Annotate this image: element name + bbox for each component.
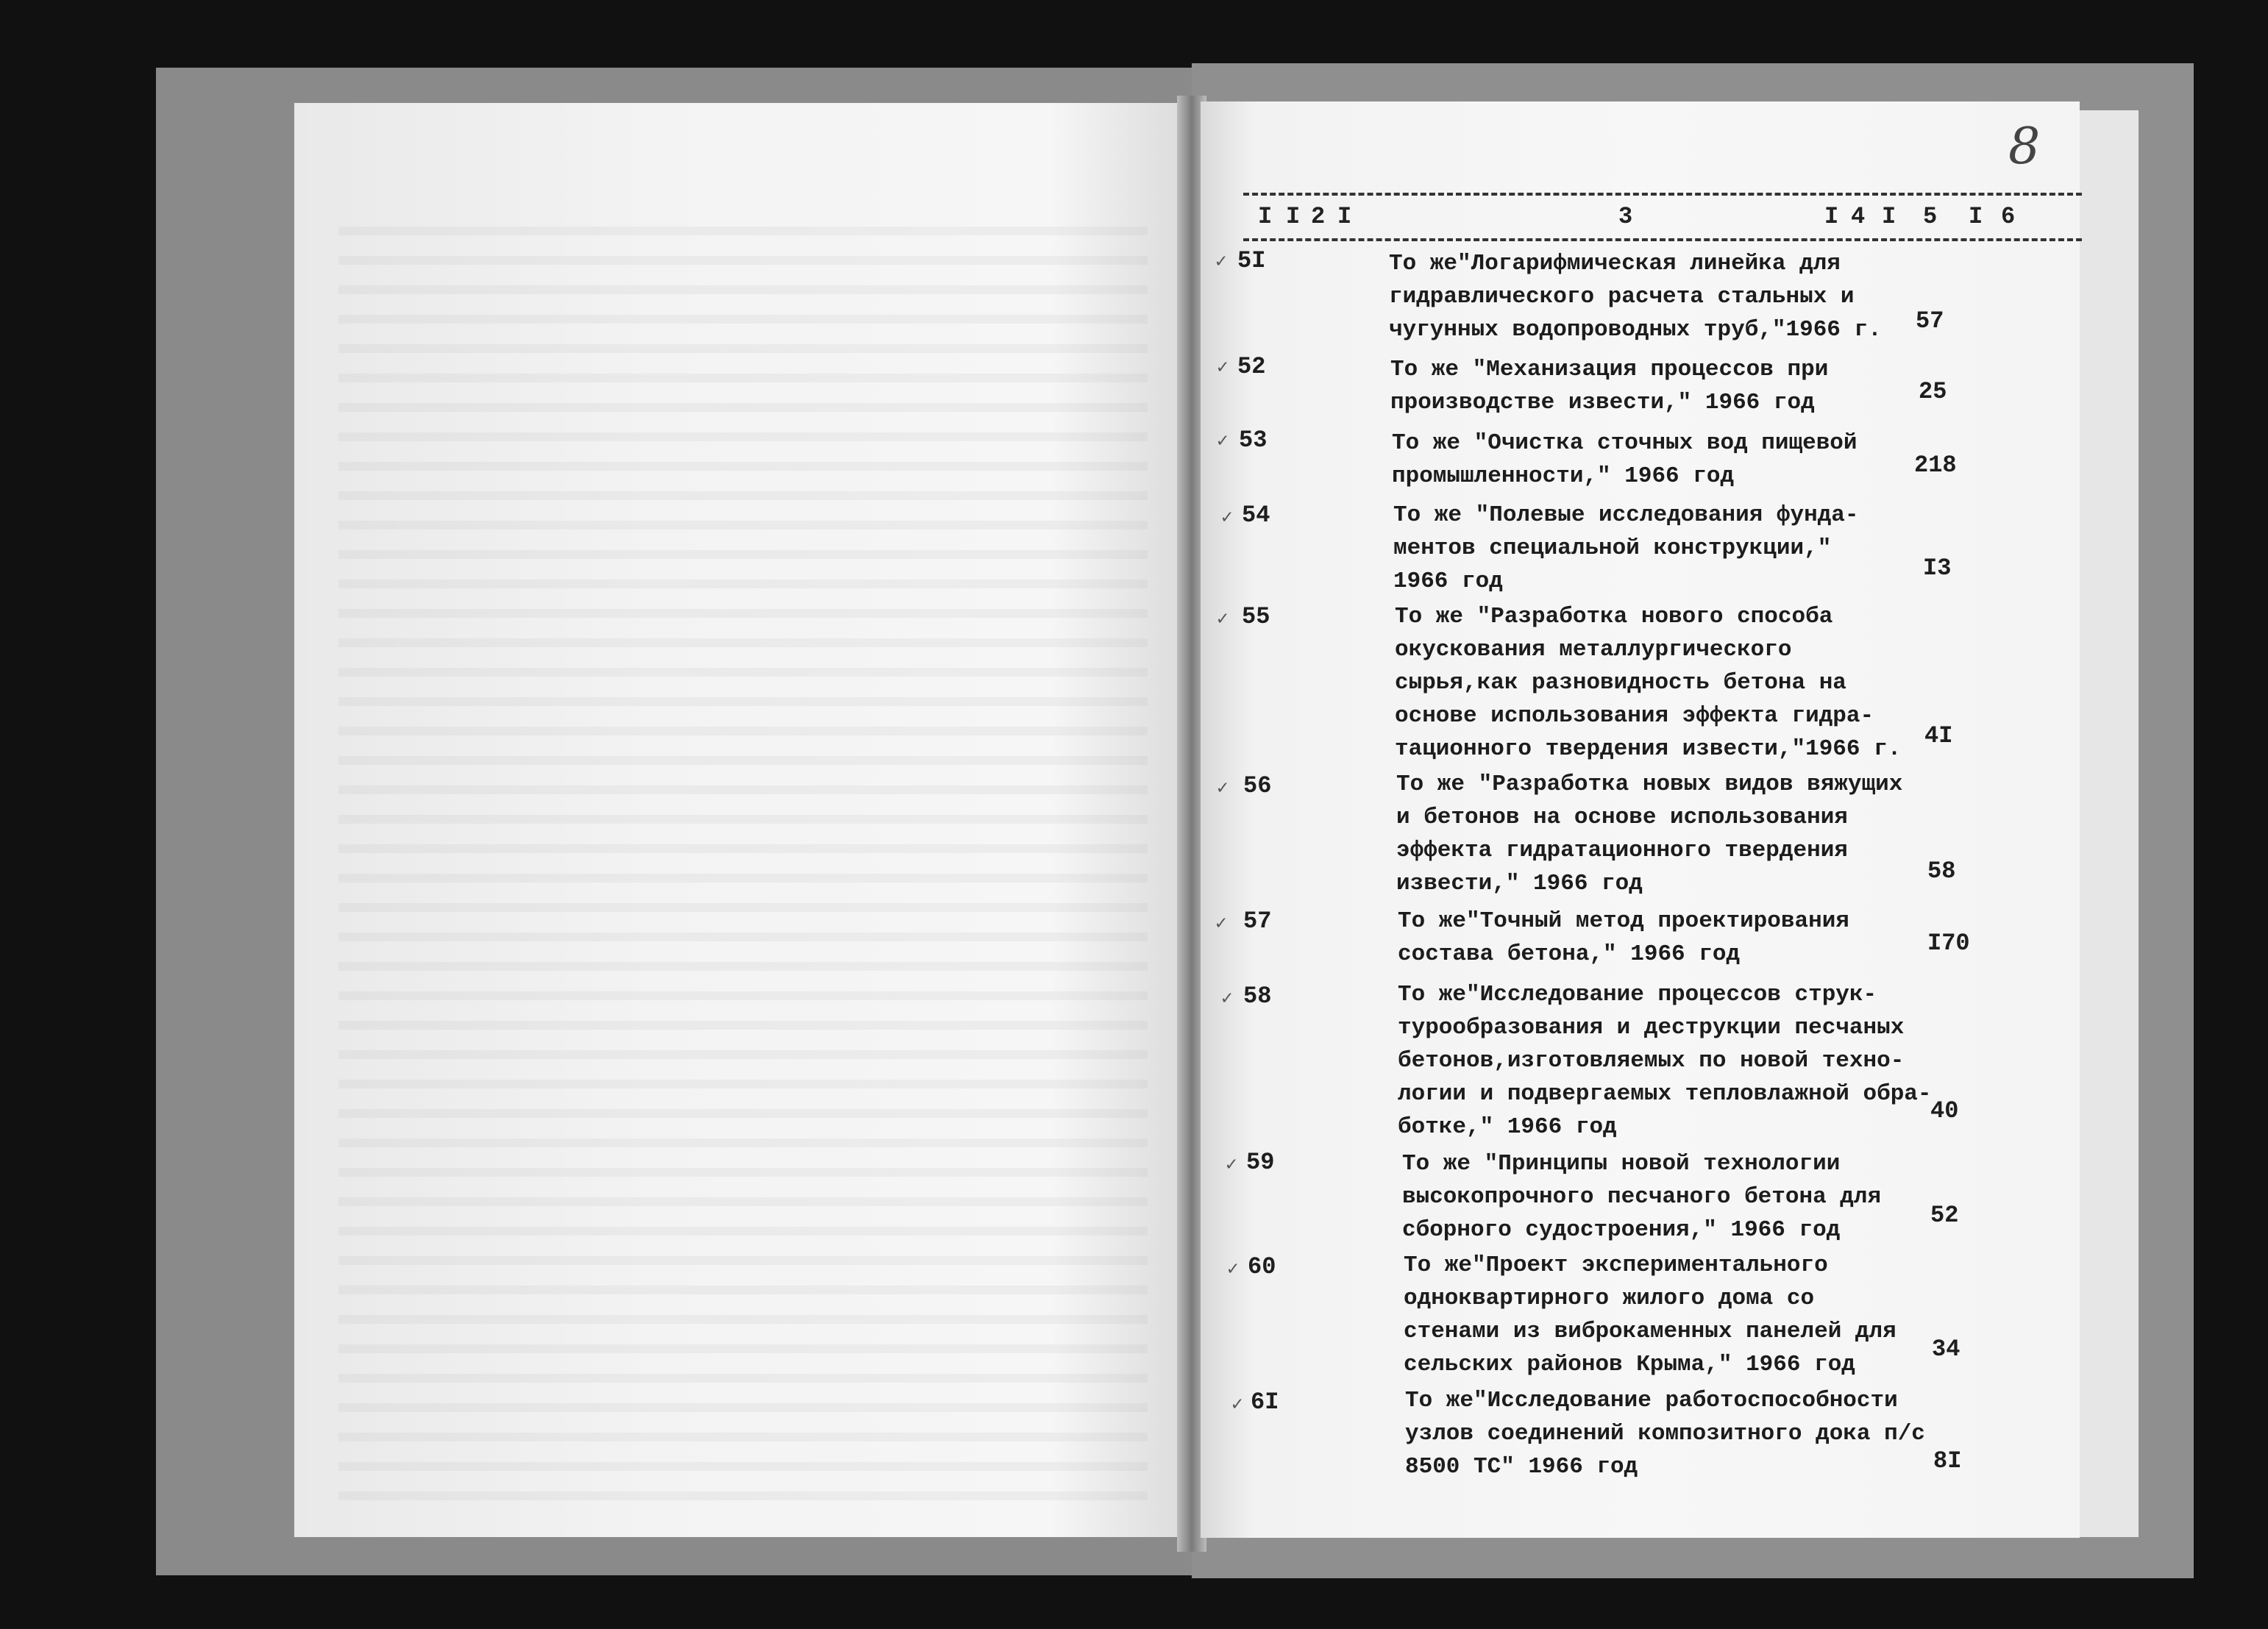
page-count: 34 xyxy=(1932,1336,1960,1363)
item-title: То же"Точный метод проектирования состава бетона," 1966 год xyxy=(1398,908,1849,967)
item-title: То же "Разработка нового способа окускования металлургического сырья,как разновидность бетона на основе использования эффекта гидра- тационного твердения извести,"1966 г. xyxy=(1395,604,1902,762)
item-number: 53 xyxy=(1239,427,1268,454)
page-count: 4I xyxy=(1924,722,1953,749)
column-header: I xyxy=(1337,203,1352,230)
page-count: 58 xyxy=(1927,858,1956,885)
checkmark-icon: ✓ xyxy=(1217,777,1229,799)
folio-number: 8 xyxy=(2008,118,2041,176)
column-header: I xyxy=(1258,203,1273,230)
checkmark-icon: ✓ xyxy=(1217,608,1229,630)
item-number: 59 xyxy=(1246,1149,1275,1176)
item-title: То же"Проект экспериментального одноквартирного жилого дома со стенами из виброкаменных панелей для сельских районов Крыма," 1966 год xyxy=(1404,1252,1896,1377)
item-title: То же "Полевые исследования фунда- ментов специальной конструкции," 1966 год xyxy=(1393,502,1859,594)
page-count: 57 xyxy=(1916,307,1944,335)
column-header: I xyxy=(1969,203,1983,230)
checkmark-icon: ✓ xyxy=(1231,1394,1243,1416)
item-title: То же"Исследование процессов струк- турообразования и деструкции песчаных бетонов,изготовляемых по новой техно- логии и подвергаемых тепловлажной обра- ботке," 1966 год xyxy=(1398,982,1932,1140)
item-title: То же "Механизация процессов при производстве извести," 1966 год xyxy=(1390,357,1829,416)
page-count: I70 xyxy=(1927,930,1970,957)
bleed-through-texture xyxy=(338,206,1148,1500)
column-header-row xyxy=(1243,193,2082,241)
item-number: 58 xyxy=(1243,983,1272,1010)
checkmark-icon: ✓ xyxy=(1215,913,1227,935)
page-count: 40 xyxy=(1930,1097,1959,1124)
column-header: I xyxy=(1882,203,1896,230)
checkmark-icon: ✓ xyxy=(1221,988,1233,1010)
column-header: 2 xyxy=(1311,203,1326,230)
page-count: I3 xyxy=(1923,555,1952,582)
checkmark-icon: ✓ xyxy=(1221,507,1233,529)
column-header: 4 xyxy=(1851,203,1866,230)
column-header: I xyxy=(1286,203,1301,230)
column-header: 3 xyxy=(1618,203,1633,230)
item-number: 5I xyxy=(1237,247,1266,274)
column-header: 6 xyxy=(2001,203,2016,230)
page-count: 218 xyxy=(1914,452,1957,479)
item-title: То же "Очистка сточных вод пищевой промышленности," 1966 год xyxy=(1392,430,1858,489)
item-title: То же"Исследование работоспособности узлов соединений композитного дока п/с 8500 ТС" 1966 год xyxy=(1405,1388,1925,1480)
page-count: 25 xyxy=(1919,378,1947,405)
item-title: То же "Разработка новых видов вяжущих и бетонов на основе использования эффекта гидратационного твердения извести," 1966 год xyxy=(1396,771,1903,897)
left-page-reverse xyxy=(294,103,1184,1537)
page-edge xyxy=(2080,110,2139,1537)
checkmark-icon: ✓ xyxy=(1217,357,1229,379)
item-title: То же "Принципы новой технологии высокопрочного песчаного бетона для сборного судостроения," 1966 год xyxy=(1402,1151,1882,1243)
item-number: 60 xyxy=(1248,1253,1276,1280)
column-header: 5 xyxy=(1923,203,1938,230)
item-number: 55 xyxy=(1242,603,1270,630)
column-header: I xyxy=(1824,203,1839,230)
checkmark-icon: ✓ xyxy=(1217,430,1229,452)
item-number: 56 xyxy=(1243,772,1272,799)
item-number: 52 xyxy=(1237,353,1266,380)
checkmark-icon: ✓ xyxy=(1226,1154,1237,1176)
checkmark-icon: ✓ xyxy=(1227,1258,1239,1280)
checkmark-icon: ✓ xyxy=(1215,251,1227,273)
page-count: 8I xyxy=(1933,1447,1962,1475)
item-number: 57 xyxy=(1243,908,1272,935)
item-title: То же"Логарифмическая линейка для гидравлического расчета стальных и чугунных водопроводных труб,"1966 г. xyxy=(1389,251,1882,343)
page-count: 52 xyxy=(1930,1202,1959,1229)
item-number: 6I xyxy=(1251,1389,1279,1416)
item-number: 54 xyxy=(1242,502,1270,529)
